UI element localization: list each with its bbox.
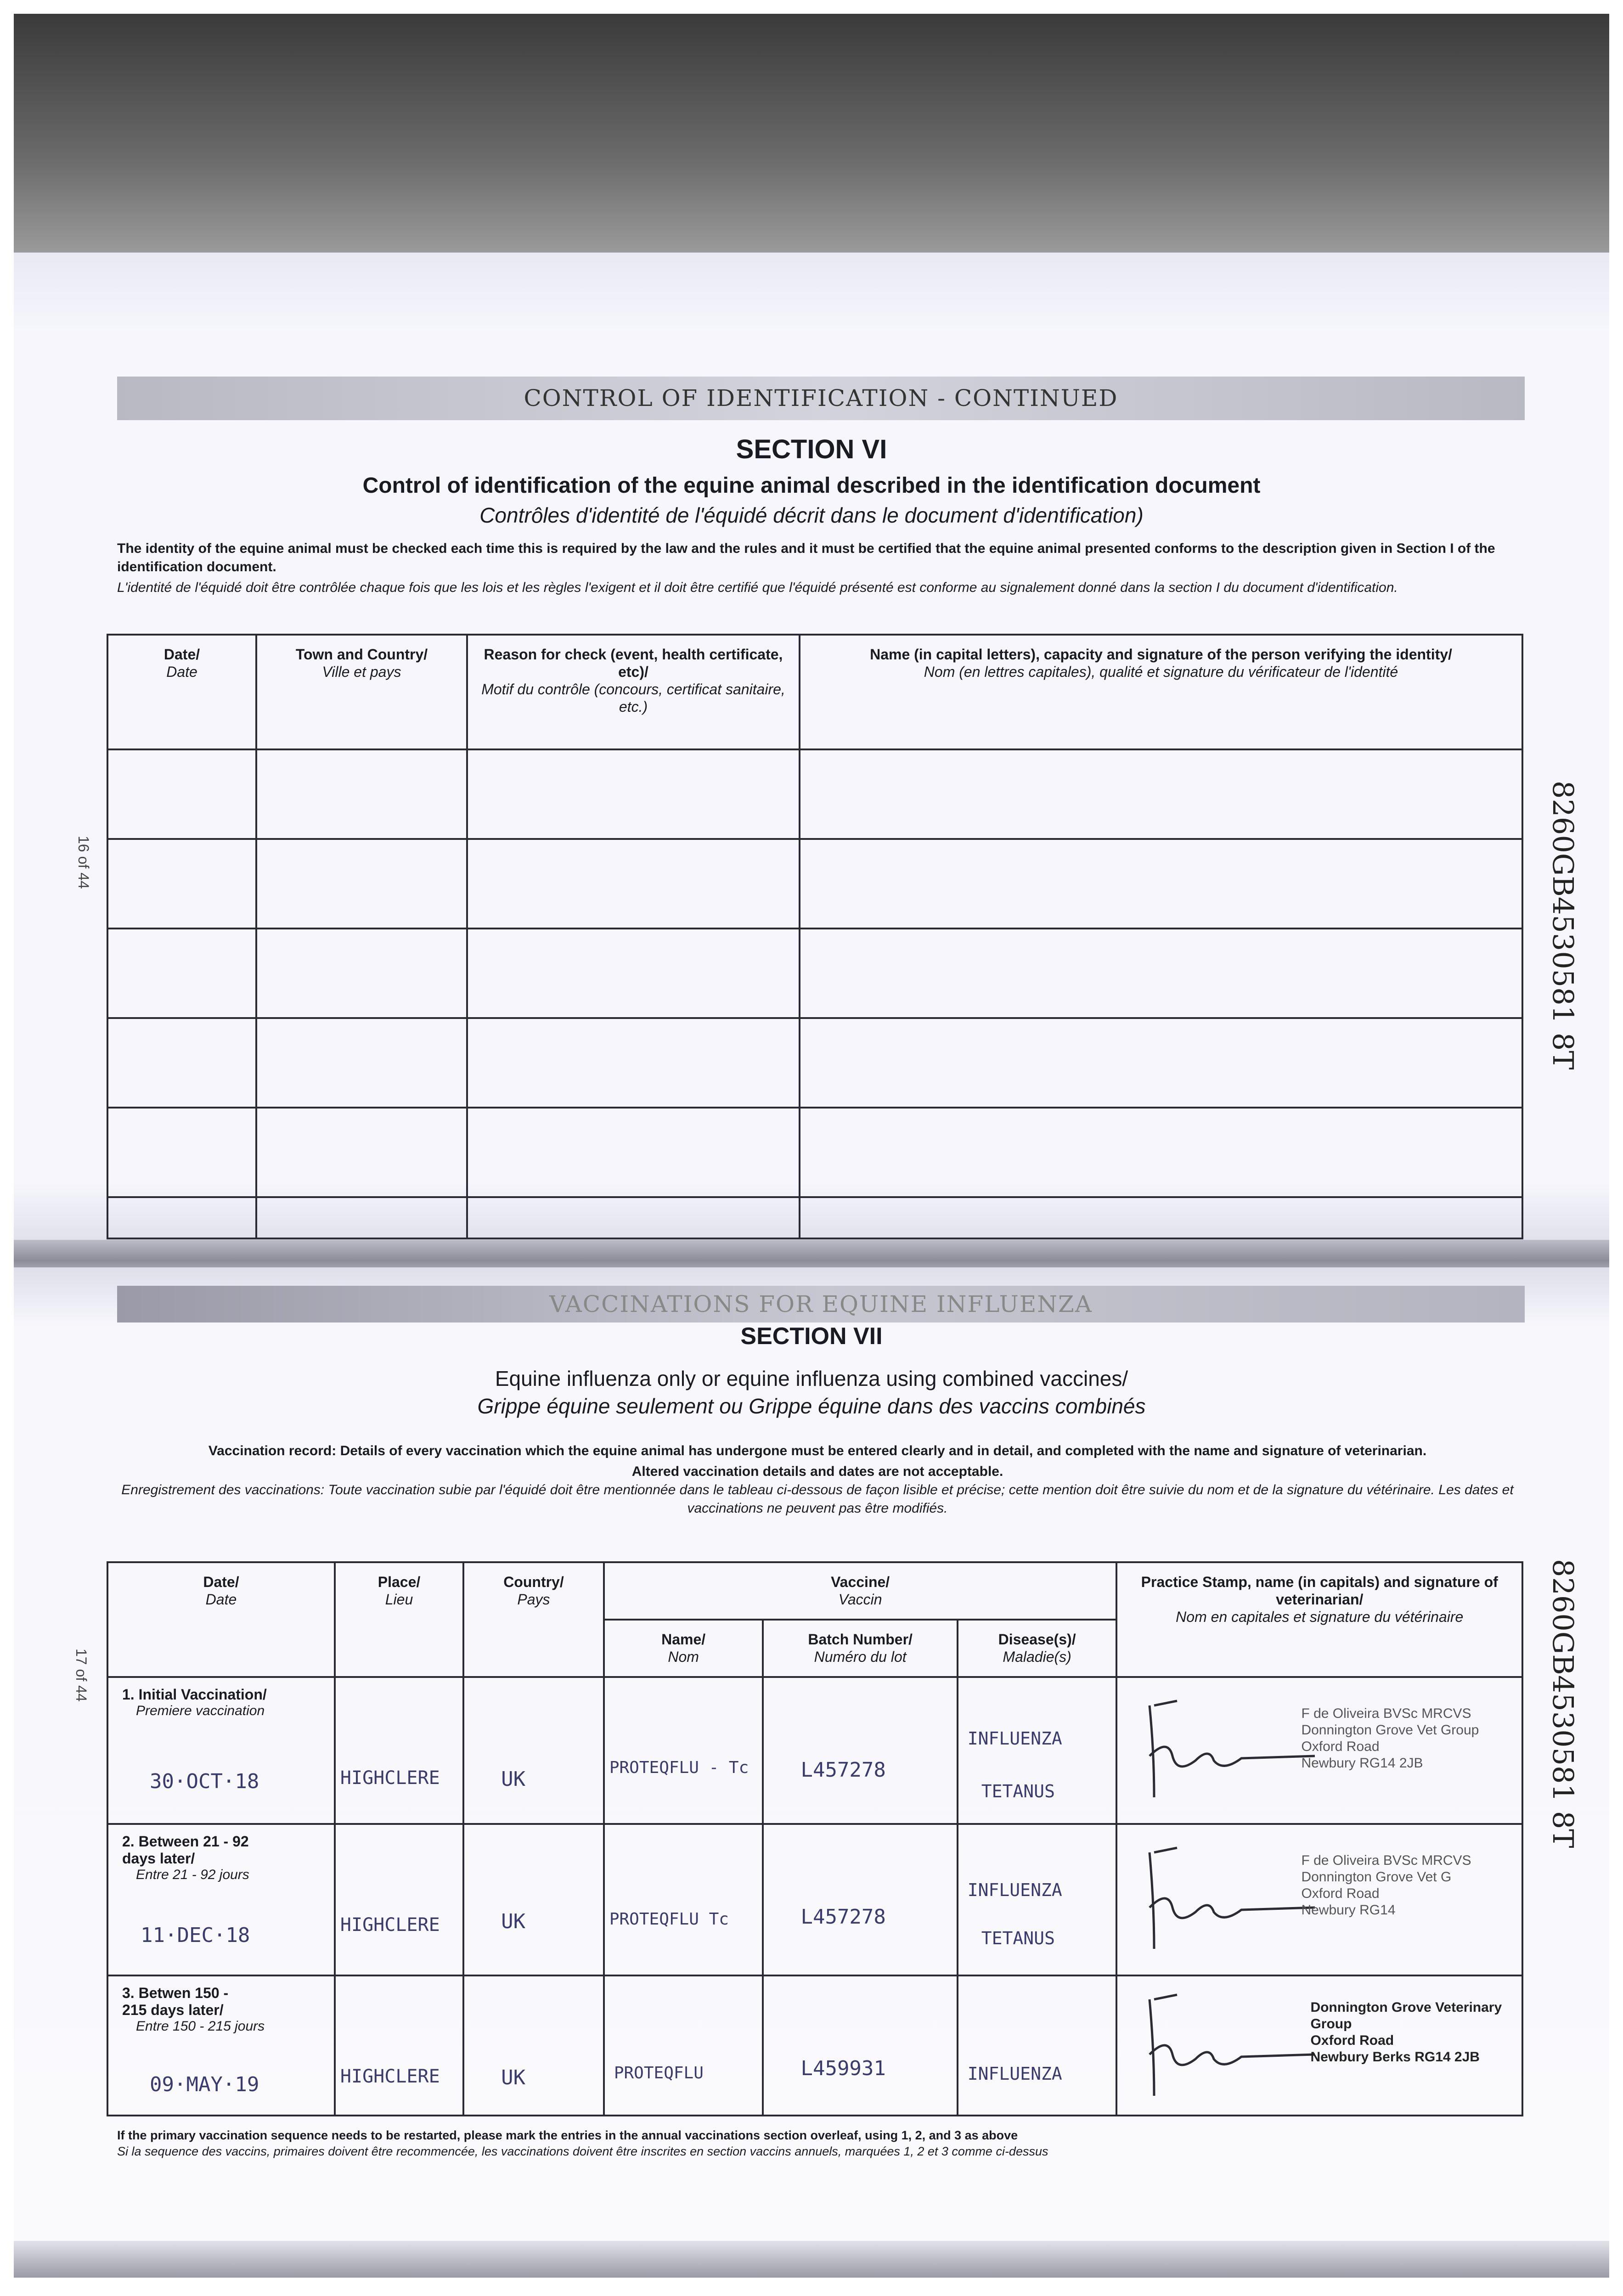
row-label-fr: Entre 150 - 215 jours xyxy=(136,2019,265,2034)
section7-record-en2: Altered vaccination details and dates are not acceptable. xyxy=(631,1464,1003,1479)
table-cell[interactable] xyxy=(467,1197,800,1238)
col-vaccine-en: Vaccine/ xyxy=(831,1574,890,1590)
table-row xyxy=(107,749,1522,839)
col-disease-en: Disease(s)/ xyxy=(998,1631,1076,1648)
table-cell[interactable] xyxy=(107,1018,256,1108)
row-label-fr: Premiere vaccination xyxy=(136,1703,265,1718)
col-reason xyxy=(467,635,800,749)
country-cell[interactable] xyxy=(463,1677,604,1824)
col-country-fr: Pays xyxy=(517,1591,550,1608)
table-cell[interactable] xyxy=(256,839,467,929)
section6-title: SECTION VI xyxy=(736,434,887,464)
stamp-cell[interactable] xyxy=(1116,1677,1522,1824)
country-value: UK xyxy=(501,1767,526,1791)
col-country xyxy=(463,1562,604,1677)
country-value: UK xyxy=(501,1910,526,1933)
col-vaccine-fr: Vaccin xyxy=(838,1591,882,1608)
vaccine-name-value: PROTEQFLU - Tc xyxy=(609,1758,749,1777)
vaccination-row-3 xyxy=(107,1975,1522,2116)
batch-value: L459931 xyxy=(800,2057,886,2080)
col-verifier xyxy=(800,635,1522,749)
scan-edge-bottom xyxy=(14,2241,1609,2278)
col-disease-fr: Maladie(s) xyxy=(1003,1649,1071,1665)
stamp-line: F de Oliveira BVSc MRCVS xyxy=(1301,1853,1471,1868)
table-cell[interactable] xyxy=(800,1018,1522,1108)
section7-heading-fr: Grippe équine seulement ou Grippe équine dans des vaccins combinés xyxy=(477,1394,1146,1418)
vaccine-name-value: PROTEQFLU Tc xyxy=(609,1910,729,1929)
vaccine-name-cell[interactable] xyxy=(604,1677,763,1824)
section7-banner: VACCINATIONS FOR EQUINE INFLUENZA xyxy=(117,1286,1525,1322)
country-value: UK xyxy=(501,2066,526,2089)
col-batch-en: Batch Number/ xyxy=(808,1631,913,1648)
stamp-line: Oxford Road xyxy=(1310,2033,1394,2048)
country-cell[interactable] xyxy=(463,1975,604,2116)
row-label-cell[interactable] xyxy=(107,1824,335,1975)
col-name-fr: Nom xyxy=(668,1649,699,1665)
table-cell[interactable] xyxy=(467,1018,800,1108)
section6-instruction-fr: L'identité de l'équidé doit être contrôlée chaque fois que les lois et les règles l'exigent et il doit être certifié que l'équidé présenté est conforme au signalement donné dans la section I du document d'identification. xyxy=(117,580,1398,595)
passport-id-top: 8260GB4530581 8T xyxy=(1546,781,1580,1070)
table-cell[interactable] xyxy=(800,839,1522,929)
scan-shadow-top xyxy=(14,14,1609,253)
table-cell[interactable] xyxy=(800,929,1522,1018)
col-reason-en: Reason for check (event, health certificate, etc)/ xyxy=(484,646,783,680)
disease-cell[interactable] xyxy=(958,1824,1117,1975)
col-stamp-en: Practice Stamp, name (in capitals) and signature of veterinarian/ xyxy=(1141,1574,1498,1608)
col-name-en: Name/ xyxy=(661,1631,706,1648)
table-cell[interactable] xyxy=(467,749,800,839)
vaccination-row-1 xyxy=(107,1677,1522,1824)
stamp-line: Newbury Berks RG14 2JB xyxy=(1310,2049,1480,2065)
section6-instruction-en: The identity of the equine animal must be checked each time this is required by the law and the rules and it must be certified that the equine animal presented conforms to the description given in Section I of the identification document. xyxy=(117,541,1495,574)
stamp-cell[interactable] xyxy=(1116,1975,1522,2116)
table-cell[interactable] xyxy=(107,929,256,1018)
stamp-line: Oxford Road xyxy=(1301,1739,1380,1754)
stamp-cell[interactable] xyxy=(1116,1824,1522,1975)
col-town xyxy=(256,635,467,749)
col-vaccine-name xyxy=(604,1620,763,1677)
table-cell[interactable] xyxy=(256,929,467,1018)
table-cell[interactable] xyxy=(256,1018,467,1108)
col-country-en: Country/ xyxy=(503,1574,564,1590)
table-cell[interactable] xyxy=(107,1197,256,1238)
table-cell[interactable] xyxy=(467,1108,800,1197)
page-number-16: 16 of 44 xyxy=(75,836,92,889)
table-cell[interactable] xyxy=(107,1108,256,1197)
col-batch-fr: Numéro du lot xyxy=(814,1649,907,1665)
col-date-fr: Date xyxy=(166,664,197,680)
col-town-fr: Ville et pays xyxy=(322,664,401,680)
table-row xyxy=(107,1197,1522,1238)
col-date-en: Date/ xyxy=(163,646,200,663)
col-place xyxy=(335,1562,463,1677)
table-row xyxy=(107,1108,1522,1197)
section7-title: SECTION VII xyxy=(740,1323,883,1350)
table-cell[interactable] xyxy=(467,839,800,929)
table-cell[interactable] xyxy=(107,839,256,929)
table-cell[interactable] xyxy=(256,749,467,839)
footer-en: If the primary vaccination sequence needs to be restarted, please mark the entries in the annual vaccinations section overleaf, using 1, 2, and 3 as above xyxy=(117,2128,1018,2142)
stamp-line: F de Oliveira BVSc MRCVS xyxy=(1301,1706,1471,1721)
table-cell[interactable] xyxy=(800,749,1522,839)
table-row xyxy=(107,839,1522,929)
col-verifier-fr: Nom (en lettres capitales), qualité et signature du vérificateur de l'identité xyxy=(924,664,1398,680)
col-vax-date xyxy=(107,1562,335,1677)
place-value: HIGHCLERE xyxy=(340,1914,440,1936)
section7-record-fr: Enregistrement des vaccinations: Toute vaccination subie par l'équidé doit être mentionnée dans le tableau ci-dessous de façon lisible et précise; cette mention doit être suivie du nom et de la signature du vétérinaire. Les dates et vaccinations ne peuvent pas être modifiés. xyxy=(121,1482,1514,1516)
stamp-line: Newbury RG14 2JB xyxy=(1301,1756,1423,1771)
col-date xyxy=(107,635,256,749)
section7-heading-en: Equine influenza only or equine influenza using combined vaccines/ xyxy=(495,1367,1128,1390)
passport-id-bottom: 8260GB4530581 8T xyxy=(1546,1559,1580,1848)
place-cell[interactable] xyxy=(335,1824,463,1975)
disease-cell[interactable] xyxy=(958,1975,1117,2116)
col-place-fr: Lieu xyxy=(385,1591,413,1608)
table-cell[interactable] xyxy=(107,749,256,839)
place-value: HIGHCLERE xyxy=(340,1767,440,1789)
place-value: HIGHCLERE xyxy=(340,2066,440,2087)
vaccination-date: 30·OCT·18 xyxy=(150,1770,259,1793)
table-cell[interactable] xyxy=(256,1108,467,1197)
col-practice-stamp xyxy=(1116,1562,1522,1677)
vaccination-date: 09·MAY·19 xyxy=(150,2073,259,2096)
vaccine-name-value: PROTEQFLU xyxy=(614,2064,704,2082)
section6-heading-fr: Contrôles d'identité de l'équidé décrit dans le document d'identification) xyxy=(479,503,1144,527)
place-cell[interactable] xyxy=(335,1975,463,2116)
col-verifier-en: Name (in capital letters), capacity and signature of the person verifying the identity/ xyxy=(870,646,1452,663)
col-vax-date-fr: Date xyxy=(205,1591,237,1608)
batch-cell[interactable] xyxy=(763,1677,957,1824)
row-label-cell[interactable] xyxy=(107,1975,335,2116)
col-stamp-fr: Nom en capitales et signature du vétérinaire xyxy=(1176,1609,1464,1625)
col-reason-fr: Motif du contrôle (concours, certificat sanitaire, etc.) xyxy=(481,681,785,715)
table-row xyxy=(107,929,1522,1018)
batch-value: L457278 xyxy=(800,1758,886,1782)
section6-heading-en: Control of identification of the equine animal described in the identification document xyxy=(362,473,1261,498)
page-number-17: 17 of 44 xyxy=(73,1649,90,1702)
disease-value-1: INFLUENZA xyxy=(967,1728,1062,1749)
disease-cell[interactable] xyxy=(958,1677,1117,1824)
col-vax-date-en: Date/ xyxy=(203,1574,239,1590)
col-disease xyxy=(958,1620,1117,1677)
section6-banner: CONTROL OF IDENTIFICATION - CONTINUED xyxy=(117,377,1525,420)
col-place-en: Place/ xyxy=(378,1574,421,1590)
vaccination-row-2 xyxy=(107,1824,1522,1975)
disease-value-1: INFLUENZA xyxy=(967,1880,1062,1900)
table-cell[interactable] xyxy=(800,1197,1522,1238)
batch-value: L457278 xyxy=(800,1905,886,1929)
disease-value-1: INFLUENZA xyxy=(967,2064,1062,2084)
table-cell[interactable] xyxy=(467,929,800,1018)
country-cell[interactable] xyxy=(463,1824,604,1975)
row-label-en: 3. Betwen 150 - 215 days later/ xyxy=(122,1985,229,2018)
stamp-line: Donnington Grove Vet G xyxy=(1301,1869,1452,1885)
row-label-en: 2. Between 21 - 92 days later/ xyxy=(122,1833,249,1867)
col-batch xyxy=(763,1620,957,1677)
vaccination-date: 11·DEC·18 xyxy=(141,1924,250,1947)
row-label-fr: Entre 21 - 92 jours xyxy=(136,1867,249,1882)
vaccination-table xyxy=(107,1561,1523,2116)
identity-check-table xyxy=(107,634,1523,1239)
stamp-line: Donnington Grove Veterinary Group xyxy=(1310,2000,1502,2032)
stamp-line: Oxford Road xyxy=(1301,1886,1380,1901)
table-cell[interactable] xyxy=(256,1197,467,1238)
section7-record-en: Vaccination record: Details of every vaccination which the equine animal has undergone must be entered clearly and in detail, and completed with the name and signature of veterinarian. xyxy=(208,1443,1427,1458)
place-cell[interactable] xyxy=(335,1677,463,1824)
disease-value-2: TETANUS xyxy=(981,1928,1055,1948)
col-town-en: Town and Country/ xyxy=(295,646,428,663)
batch-cell[interactable] xyxy=(763,1824,957,1975)
stamp-line: Donnington Grove Vet Group xyxy=(1301,1722,1479,1738)
row-label-cell[interactable] xyxy=(107,1677,335,1824)
col-vaccine xyxy=(604,1562,1117,1620)
batch-cell[interactable] xyxy=(763,1975,957,2116)
vaccine-name-cell[interactable] xyxy=(604,1975,763,2116)
disease-value-2: TETANUS xyxy=(981,1781,1055,1801)
vaccine-name-cell[interactable] xyxy=(604,1824,763,1975)
table-row xyxy=(107,1018,1522,1108)
footer-fr: Si la sequence des vaccins, primaires doivent être recommencée, les vaccinations doivent être inscrites en section vaccins annuels, marquées 1, 2 et 3 comme ci-dessus xyxy=(117,2144,1048,2158)
vet-signature xyxy=(1136,1843,1319,1953)
vet-signature xyxy=(1136,1696,1319,1802)
stamp-line: Newbury RG14 xyxy=(1301,1902,1396,1918)
row-label-en: 1. Initial Vaccination/ xyxy=(122,1686,267,1703)
vet-signature xyxy=(1136,1990,1319,2100)
table-cell[interactable] xyxy=(800,1108,1522,1197)
